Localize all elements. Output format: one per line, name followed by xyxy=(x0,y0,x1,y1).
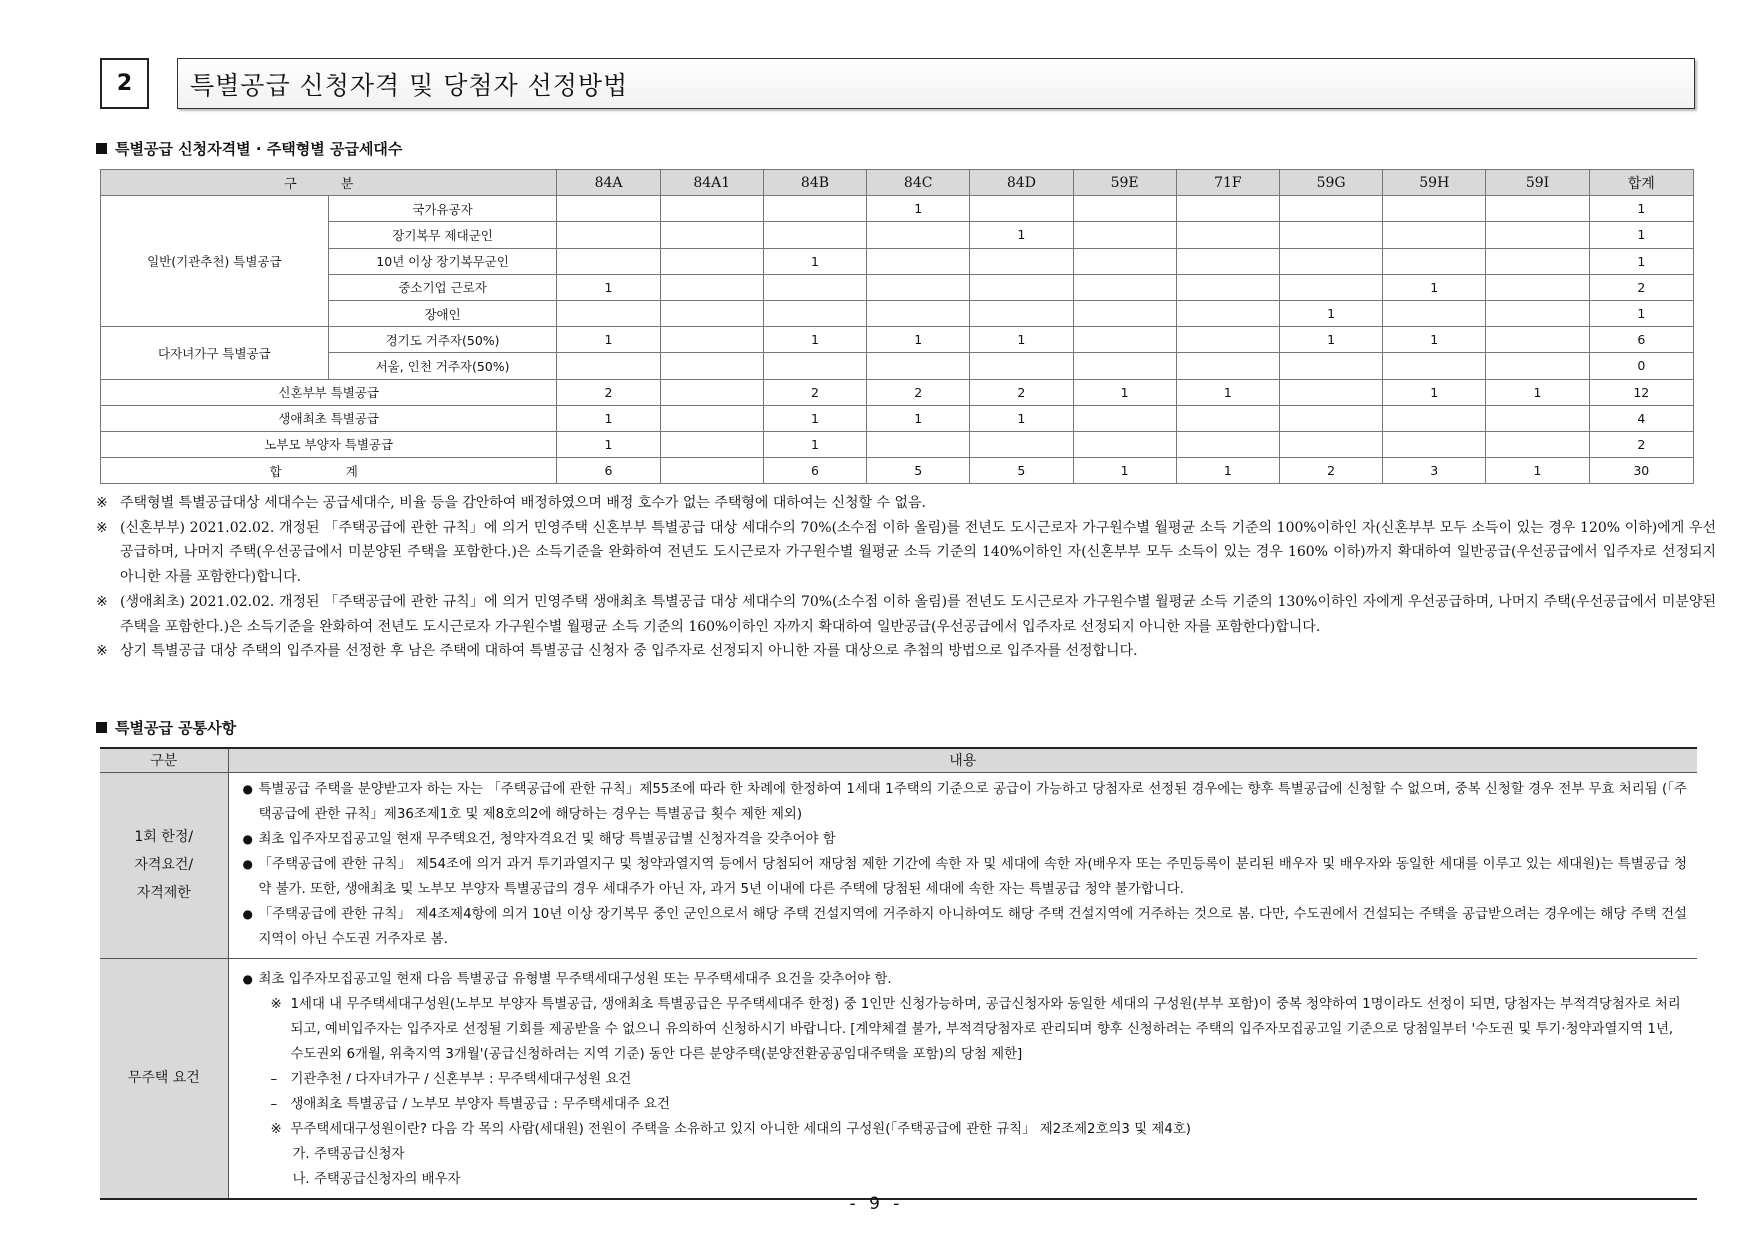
value-cell xyxy=(1486,196,1589,222)
value-cell xyxy=(1279,196,1382,222)
value-cell: 1 xyxy=(1486,379,1589,405)
group-label: 노부모 부양자 특별공급 xyxy=(101,431,557,457)
group-label: 일반(기관추천) 특별공급 xyxy=(101,196,329,327)
table-row xyxy=(101,379,1694,405)
header-gubun: 구분 xyxy=(100,748,228,772)
value-cell xyxy=(1486,405,1589,431)
table-row xyxy=(101,248,1694,274)
row-total-cell: 1 xyxy=(1589,248,1693,274)
bullet-item xyxy=(243,967,1688,992)
value-cell xyxy=(660,248,763,274)
value-cell xyxy=(1383,196,1486,222)
value-cell: 1 xyxy=(1383,379,1486,405)
value-cell xyxy=(660,222,763,248)
note-mark: ※ xyxy=(96,593,108,610)
note-mark: ※ xyxy=(96,495,108,511)
value-cell: 5 xyxy=(867,458,970,484)
sub-label: 장기복무 제대군인 xyxy=(328,222,557,248)
bullet-dot-icon: ● xyxy=(242,831,253,846)
value-cell xyxy=(1073,327,1176,353)
value-cell xyxy=(763,196,866,222)
note-text: 상기 특별공급 대상 주택의 입주자를 선정한 후 남은 주택에 대하여 특별공급 신청자 중 입주자로 선정되지 아니한 자를 대상으로 추첨의 방법으로 입주자를 선정합니다. xyxy=(120,643,1138,660)
note-mark: ※ xyxy=(270,1121,282,1137)
bullet-square-icon xyxy=(96,722,107,733)
group-label: 신혼부부 특별공급 xyxy=(101,379,557,405)
row-restriction-content xyxy=(228,772,1697,958)
row-total-cell: 6 xyxy=(1589,327,1693,353)
common-subtitle-text: 특별공급 공통사항 xyxy=(115,719,237,737)
table-row xyxy=(101,405,1694,431)
row-total-cell: 4 xyxy=(1589,405,1693,431)
value-cell xyxy=(1073,353,1176,379)
value-cell xyxy=(867,222,970,248)
value-cell: 1 xyxy=(1486,458,1589,484)
section-title: 특별공급 신청자격 및 당첨자 선정방법 xyxy=(177,58,1695,109)
row-total-cell: 1 xyxy=(1589,196,1693,222)
value-cell xyxy=(970,353,1073,379)
bullet-text: 「주택공급에 관한 규칙」 제4조제4항에 의거 10년 이상 장기복무 중인 군인으로서 해당 주택 건설지역에 거주하지 아니하여도 해당 주택 건설지역에 거주하는 것으로 봄. 다만, 수도권에서 건설되는 주택을 공급받으려는 경우에는 해당 주택 건설지역이 아닌 수도권 거주자로 봄. xyxy=(258,906,1687,947)
value-cell: 2 xyxy=(867,379,970,405)
label-line: 자격제한 xyxy=(136,885,191,901)
group-label: 다자녀가구 특별공급 xyxy=(101,327,329,379)
value-cell xyxy=(1073,300,1176,326)
dash-text: 기관추천 / 다자녀가구 / 신혼부부 : 무주택세대구성원 요건 xyxy=(290,1071,632,1087)
value-cell: 1 xyxy=(1073,379,1176,405)
list-item-ga: 가. 주택공급신청자 xyxy=(292,1146,405,1162)
list-item-na: 나. 주택공급신청자의 배우자 xyxy=(292,1171,461,1187)
value-cell xyxy=(1073,248,1176,274)
value-cell: 1 xyxy=(970,327,1073,353)
value-cell xyxy=(557,196,660,222)
value-cell: 1 xyxy=(1073,458,1176,484)
bullet-text: 최초 입주자모집공고일 현재 다음 특별공급 유형별 무주택세대구성원 또는 무주택세대주 요건을 갖추어야 함. xyxy=(258,971,892,987)
dash-item xyxy=(243,1092,1688,1117)
row-total-cell: 0 xyxy=(1589,353,1693,379)
header-84c: 84C xyxy=(867,170,970,196)
supply-header-row xyxy=(101,170,1694,196)
header-total: 합계 xyxy=(1589,170,1693,196)
value-cell: 2 xyxy=(970,379,1073,405)
value-cell xyxy=(1486,431,1589,457)
value-cell xyxy=(660,353,763,379)
notes xyxy=(96,491,1716,664)
note-text: 1세대 내 무주택세대구성원(노부모 부양자 특별공급, 생애최초 특별공급은 무주택세대주 한정) 중 1인만 신청가능하며, 공급신청자와 동일한 세대의 구성원(부부 포함)이 중복 청약하여 1명이라도 선정이 되면, 당첨자는 부적격당첨자로 처리되고, 예비입주자는 입주자로 선정될 기회를 제공받을 수 없으니 유의하여 신청하시기 바랍니다. [계약체결 불가, 부적격당첨자로 관리되며 향후 신청하려는 주택의 입주자모집공고일 기준으로 당첨일부터 '수도권 및 투기·청약과열지역 1년, 수도권외 6개월, 위축지역 3개월'(공급신청하려는 지역 기준) 동안 다른 분양주택(분양전환공공임대주택을 포함)의 당첨 제한] xyxy=(290,996,1681,1062)
value-cell xyxy=(1176,431,1279,457)
group-label: 합 계 xyxy=(101,458,557,484)
value-cell xyxy=(1383,300,1486,326)
value-cell xyxy=(1383,431,1486,457)
sub-label: 경기도 거주자(50%) xyxy=(328,327,557,353)
value-cell xyxy=(1279,405,1382,431)
label-line: 1회 한정/ xyxy=(134,829,194,845)
row-total-cell: 1 xyxy=(1589,222,1693,248)
row-homeless xyxy=(100,958,1697,1199)
sub-label: 10년 이상 장기복무군인 xyxy=(328,248,557,274)
header-content: 내용 xyxy=(228,748,1697,772)
header-84a: 84A xyxy=(557,170,660,196)
value-cell xyxy=(970,431,1073,457)
value-cell: 2 xyxy=(557,379,660,405)
sub-label: 서울, 인천 거주자(50%) xyxy=(328,353,557,379)
note-text: (신혼부부) 2021.02.02. 개정된 「주택공급에 관한 규칙」에 의거 민영주택 신혼부부 특별공급 대상 세대수의 70%(소수점 이하 올림)를 전년도 도시근로자 가구원수별 월평균 소득 기준의 100%이하인 자(신혼부부 모두 소득이 있는 경우 120% 이하)에게 우선공급하며, 나머지 주택(우선공급에서 미분양된 주택을 포함한다.)은 소득기준을 완화하여 전년도 도시근로자 가구원수별 월평균 소득 기준의 140%이하인 자(신혼부부 모두 소득이 있는 경우 160% 이하)까지 확대하여 일반공급(우선공급에서 입주자로 선정되지 아니한 자를 포함한다)합니다. xyxy=(120,519,1716,586)
table-row xyxy=(101,274,1694,300)
dash-mark: – xyxy=(270,1071,278,1087)
note-item xyxy=(96,516,1716,590)
value-cell xyxy=(660,327,763,353)
value-cell: 1 xyxy=(1279,327,1382,353)
value-cell: 5 xyxy=(970,458,1073,484)
value-cell: 1 xyxy=(867,405,970,431)
value-cell: 1 xyxy=(867,196,970,222)
value-cell xyxy=(1383,405,1486,431)
table-row xyxy=(101,222,1694,248)
value-cell xyxy=(970,248,1073,274)
header-gubun: 구 분 xyxy=(101,170,557,196)
common-header-row xyxy=(100,748,1697,772)
note-mark: ※ xyxy=(96,519,108,536)
header-71f: 71F xyxy=(1176,170,1279,196)
value-cell xyxy=(1176,248,1279,274)
value-cell xyxy=(1073,405,1176,431)
value-cell: 6 xyxy=(763,458,866,484)
value-cell xyxy=(660,300,763,326)
value-cell xyxy=(1176,196,1279,222)
row-total-cell: 12 xyxy=(1589,379,1693,405)
row-restriction-label xyxy=(100,772,228,958)
note-item xyxy=(243,992,1688,1067)
value-cell xyxy=(763,222,866,248)
value-cell xyxy=(970,274,1073,300)
table-row xyxy=(101,431,1694,457)
common-table xyxy=(100,747,1697,1200)
value-cell xyxy=(660,196,763,222)
section-header xyxy=(100,58,1695,109)
group-label: 생애최초 특별공급 xyxy=(101,405,557,431)
table-row xyxy=(101,196,1694,222)
value-cell: 1 xyxy=(763,431,866,457)
row-total-cell: 30 xyxy=(1589,458,1693,484)
value-cell xyxy=(660,431,763,457)
value-cell: 1 xyxy=(1383,327,1486,353)
bullet-text: 최초 입주자모집공고일 현재 무주택요건, 청약자격요건 및 해당 특별공급별 신청자격을 갖추어야 함 xyxy=(258,831,836,847)
value-cell: 1 xyxy=(557,274,660,300)
value-cell xyxy=(1486,353,1589,379)
value-cell xyxy=(660,379,763,405)
value-cell xyxy=(1176,274,1279,300)
value-cell: 1 xyxy=(970,405,1073,431)
header-84a1: 84A1 xyxy=(660,170,763,196)
value-cell: 1 xyxy=(557,405,660,431)
note-mark: ※ xyxy=(96,643,108,660)
header-59i: 59I xyxy=(1486,170,1589,196)
supply-subtitle-text: 특별공급 신청자격별 · 주택형별 공급세대수 xyxy=(115,140,403,158)
value-cell xyxy=(1176,300,1279,326)
bullet-square-icon xyxy=(96,143,107,154)
row-total-cell: 2 xyxy=(1589,431,1693,457)
sub-label: 중소기업 근로자 xyxy=(328,274,557,300)
bullet-item xyxy=(243,827,1688,852)
header-59h: 59H xyxy=(1383,170,1486,196)
note-text: 무주택세대구성원이란? 다음 각 목의 사람(세대원) 전원이 주택을 소유하고 있지 아니한 세대의 구성원(「주택공급에 관한 규칙」 제2조제2호의3 및 제4호) xyxy=(290,1121,1192,1137)
value-cell xyxy=(1176,353,1279,379)
table-row xyxy=(101,300,1694,326)
bullet-dot-icon: ● xyxy=(242,781,253,796)
value-cell xyxy=(1176,405,1279,431)
value-cell xyxy=(1486,300,1589,326)
row-restriction xyxy=(100,772,1697,958)
value-cell xyxy=(1383,353,1486,379)
value-cell: 2 xyxy=(763,379,866,405)
bullet-item xyxy=(243,777,1688,827)
value-cell xyxy=(1279,248,1382,274)
value-cell xyxy=(557,300,660,326)
value-cell xyxy=(1279,431,1382,457)
dash-item xyxy=(243,1067,1688,1092)
value-cell xyxy=(1073,196,1176,222)
row-homeless-content xyxy=(228,958,1697,1199)
row-total-cell: 1 xyxy=(1589,300,1693,326)
value-cell xyxy=(1486,327,1589,353)
value-cell: 1 xyxy=(1383,274,1486,300)
value-cell: 1 xyxy=(557,327,660,353)
value-cell: 1 xyxy=(970,222,1073,248)
bullet-text: 특별공급 주택을 분양받고자 하는 자는 「주택공급에 관한 규칙」제55조에 따라 한 차례에 한정하여 1세대 1주택의 기준으로 공급이 가능하고 당첨자로 선정된 경우에는 향후 특별공급에 신청할 수 없으며, 중복 신청할 경우 전부 무효 처리됨 (「주택공급에 관한 규칙」제36조제1호 및 제8호의2에 해당하는 경우는 특별공급 횟수 제한 제외) xyxy=(258,781,1687,822)
value-cell xyxy=(1279,353,1382,379)
common-subtitle xyxy=(96,717,236,738)
value-cell xyxy=(763,274,866,300)
sub-label: 국가유공자 xyxy=(328,196,557,222)
value-cell xyxy=(557,222,660,248)
bullet-text: 「주택공급에 관한 규칙」 제54조에 의거 과거 투기과열지구 및 청약과열지역 등에서 당첨되어 재당첨 제한 기간에 속한 자 및 세대에 속한 자(배우자 또는 주민등록이 분리된 배우자 및 배우자와 동일한 세대를 이루고 있는 세대원)는 특별공급 청약 불가. 또한, 생애최초 및 노부모 부양자 특별공급의 경우 세대주가 아닌 자, 과거 5년 이내에 다른 주택에 당첨된 세대에 속한 자는 특별공급 청약 불가합니다. xyxy=(258,856,1687,897)
bullet-item xyxy=(243,902,1688,952)
row-homeless-label: 무주택 요건 xyxy=(100,958,228,1199)
value-cell: 6 xyxy=(557,458,660,484)
note-mark: ※ xyxy=(270,996,282,1012)
label-line: 자격요건/ xyxy=(134,857,194,873)
note-item xyxy=(96,639,1716,664)
note-text: (생애최초) 2021.02.02. 개정된 「주택공급에 관한 규칙」에 의거 민영주택 생애최초 특별공급 대상 세대수의 70%(소수점 이하 올림)를 전년도 도시근로자 가구원수별 월평균 소득 기준의 130%이하인 자에게 우선공급하며, 나머지 주택(우선공급에서 미분양된 주택을 포함한다.)은 소득기준을 완화하여 전년도 도시근로자 가구원수별 월평균 소득 기준의 160%이하인 자까지 확대하여 일반공급(우선공급에서 입주자로 선정되지 아니한 자를 포함한다)합니다. xyxy=(120,593,1716,635)
header-84d: 84D xyxy=(970,170,1073,196)
header-84b: 84B xyxy=(763,170,866,196)
row-total-cell: 2 xyxy=(1589,274,1693,300)
value-cell xyxy=(1279,379,1382,405)
header-59g: 59G xyxy=(1279,170,1382,196)
bullet-dot-icon: ● xyxy=(242,856,253,871)
bullet-dot-icon: ● xyxy=(242,971,253,986)
value-cell xyxy=(867,431,970,457)
value-cell xyxy=(1486,274,1589,300)
value-cell xyxy=(1073,274,1176,300)
dash-text: 생애최초 특별공급 / 노부모 부양자 특별공급 : 무주택세대주 요건 xyxy=(290,1096,670,1112)
page-number: - 9 - xyxy=(849,1194,904,1214)
supply-subtitle xyxy=(96,138,402,159)
value-cell: 1 xyxy=(1279,300,1382,326)
value-cell xyxy=(660,458,763,484)
value-cell xyxy=(763,353,866,379)
value-cell xyxy=(1176,222,1279,248)
value-cell xyxy=(557,248,660,274)
value-cell: 1 xyxy=(867,327,970,353)
value-cell: 1 xyxy=(763,405,866,431)
note-item xyxy=(96,590,1716,639)
header-59e: 59E xyxy=(1073,170,1176,196)
value-cell xyxy=(970,300,1073,326)
value-cell: 1 xyxy=(1176,458,1279,484)
value-cell xyxy=(1486,248,1589,274)
value-cell xyxy=(660,405,763,431)
value-cell xyxy=(867,274,970,300)
supply-table xyxy=(100,169,1694,484)
table-row xyxy=(101,353,1694,379)
value-cell: 2 xyxy=(1279,458,1382,484)
value-cell xyxy=(1073,222,1176,248)
value-cell xyxy=(1279,222,1382,248)
value-cell: 1 xyxy=(1176,379,1279,405)
value-cell: 3 xyxy=(1383,458,1486,484)
dash-mark: – xyxy=(270,1096,278,1112)
value-cell xyxy=(1073,431,1176,457)
note-item xyxy=(96,491,1716,516)
value-cell xyxy=(660,274,763,300)
table-row xyxy=(101,327,1694,353)
value-cell: 1 xyxy=(557,431,660,457)
value-cell xyxy=(1383,248,1486,274)
value-cell xyxy=(763,300,866,326)
value-cell xyxy=(970,196,1073,222)
value-cell xyxy=(557,353,660,379)
note-item xyxy=(243,1117,1688,1142)
value-cell: 1 xyxy=(763,248,866,274)
value-cell: 1 xyxy=(763,327,866,353)
value-cell xyxy=(867,248,970,274)
note-text: 주택형별 특별공급대상 세대수는 공급세대수, 비율 등을 감안하여 배정하였으며 배정 호수가 없는 주택형에 대하여는 신청할 수 없음. xyxy=(120,495,926,511)
value-cell xyxy=(867,300,970,326)
value-cell xyxy=(1383,222,1486,248)
value-cell xyxy=(867,353,970,379)
value-cell xyxy=(1486,222,1589,248)
table-row xyxy=(101,458,1694,484)
value-cell xyxy=(1279,274,1382,300)
sub-label: 장애인 xyxy=(328,300,557,326)
bullet-item xyxy=(243,852,1688,902)
bullet-dot-icon: ● xyxy=(242,906,253,921)
section-number: 2 xyxy=(100,58,149,109)
value-cell xyxy=(1176,327,1279,353)
